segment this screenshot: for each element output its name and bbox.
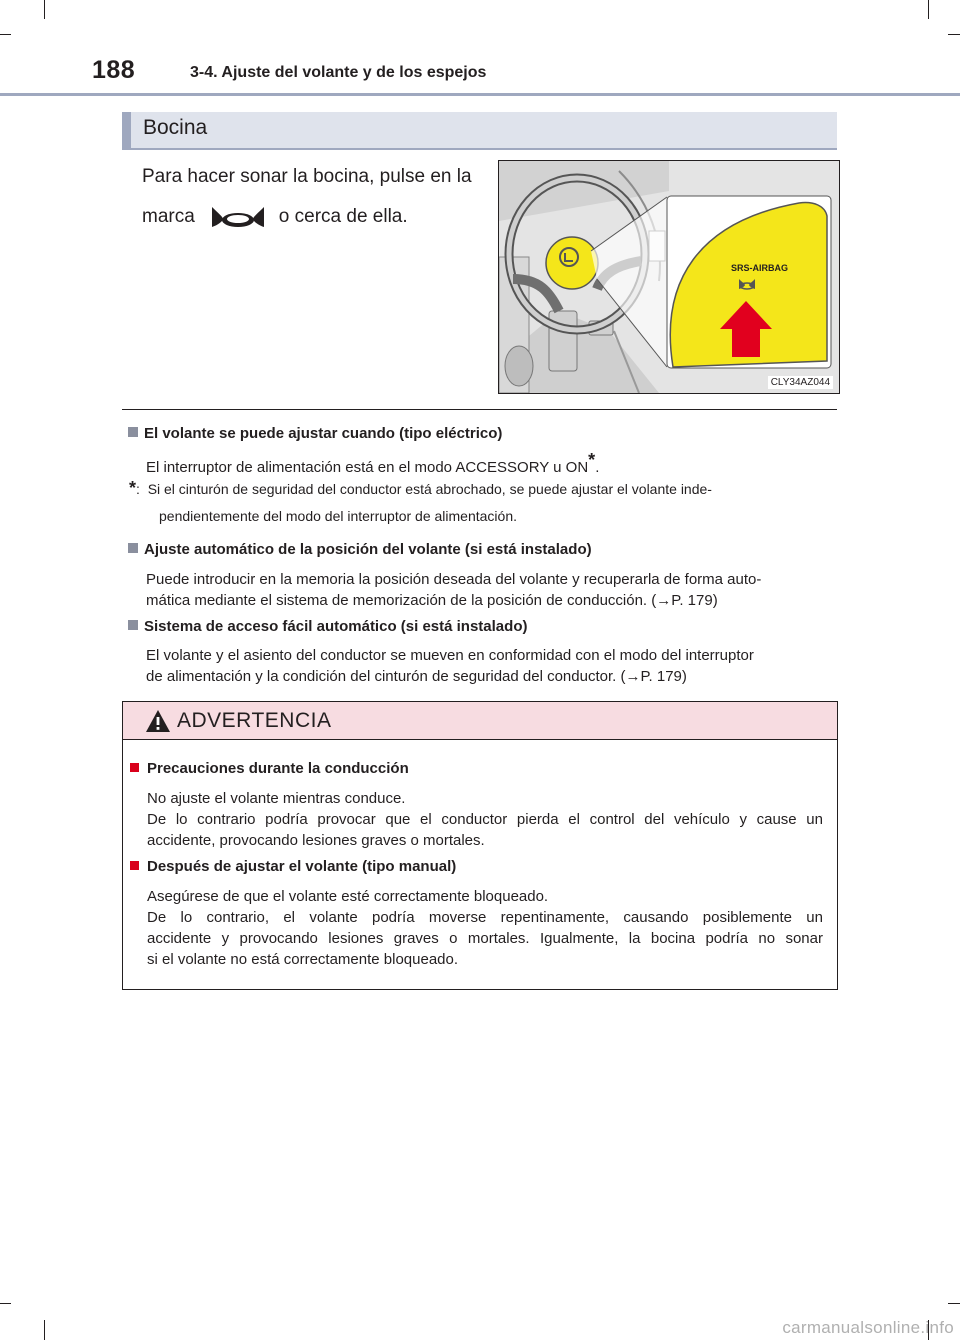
horn-instruction-start: marca bbox=[142, 206, 195, 227]
note-body-line: mática mediante el sistema de memorización de la posición de conducción. (→P. 179) bbox=[146, 592, 718, 609]
crop-mark bbox=[948, 34, 960, 35]
footnote-text: Si el cinturón de seguridad del conductor está abrochado, se puede ajustar el volante inde- bbox=[147, 481, 712, 497]
square-bullet-icon bbox=[128, 427, 138, 437]
note-heading bbox=[128, 541, 592, 558]
note-heading-text: Ajuste automático de la posición del volante (si está instalado) bbox=[144, 541, 592, 558]
crop-mark bbox=[0, 34, 11, 35]
note-body-end: . bbox=[595, 459, 600, 476]
crop-mark bbox=[44, 1320, 45, 1340]
note-body-line: de alimentación y la condición del cinturón de seguridad del conductor. (→P. 179) bbox=[146, 668, 687, 685]
square-bullet-icon bbox=[130, 763, 139, 772]
note-heading bbox=[128, 425, 502, 442]
footnote-marker: * bbox=[588, 450, 596, 470]
footnote bbox=[129, 478, 712, 500]
warning-item-heading bbox=[130, 858, 456, 875]
airbag-label: SRS-AIRBAG bbox=[731, 263, 789, 273]
warning-item-line: Asegúrese de que el volante esté correctamente bloqueado. bbox=[147, 888, 549, 905]
section-heading-bar bbox=[122, 112, 837, 150]
section-divider bbox=[122, 409, 837, 410]
note-body bbox=[146, 450, 599, 478]
warning-item-heading-text: Precauciones durante la conducción bbox=[147, 760, 409, 777]
square-bullet-icon bbox=[128, 620, 138, 630]
note-heading-text: Sistema de acceso fácil automático (si está instalado) bbox=[144, 618, 528, 635]
watermark: carmanualsonline.info bbox=[782, 1318, 954, 1337]
warning-item-line: accidente, provocando lesiones graves o mortales. bbox=[147, 832, 485, 849]
square-bullet-icon bbox=[128, 543, 138, 553]
note-heading-text: El volante se puede ajustar cuando (tipo eléctrico) bbox=[144, 425, 503, 442]
horn-instruction bbox=[142, 157, 492, 237]
warning-triangle-icon bbox=[145, 709, 171, 733]
horn-icon bbox=[209, 205, 267, 229]
warning-item-line: De lo contrario podría provocar que el conductor pierda el control del vehículo y cause un bbox=[147, 811, 823, 828]
horn-instruction-end: o cerca de ella. bbox=[278, 206, 408, 227]
illustration-code: CLY34AZ044 bbox=[768, 376, 833, 389]
header-rule bbox=[0, 93, 960, 96]
page-number: 188 bbox=[92, 56, 136, 84]
note-body-line: Puede introducir en la memoria la posición deseada del volante y recuperarla de forma auto- bbox=[146, 571, 762, 588]
steering-wheel-drawing bbox=[499, 161, 839, 393]
footnote-continuation: pendientemente del modo del interruptor de alimentación. bbox=[159, 508, 518, 524]
section-heading: Bocina bbox=[143, 116, 208, 139]
horn-instruction-line bbox=[142, 197, 492, 237]
warning-item-line: De lo contrario, el volante podría moverse repentinamente, causando posiblemente un bbox=[147, 909, 823, 926]
note-body-line: El volante y el asiento del conductor se mueven en conformidad con el modo del interruptor bbox=[146, 647, 754, 664]
crop-mark bbox=[44, 0, 45, 19]
footnote-separator: : bbox=[136, 481, 140, 497]
crop-mark bbox=[0, 1303, 11, 1304]
section-title: 3-4. Ajuste del volante y de los espejos bbox=[190, 64, 487, 81]
crop-mark bbox=[948, 1303, 960, 1304]
warning-item-line: accidente y provocando lesiones graves o mortales. Igualmente, la bocina podría no sonar bbox=[147, 930, 823, 947]
note-body-text: El interruptor de alimentación está en el modo ACCESSORY u ON bbox=[146, 459, 589, 476]
note-heading bbox=[128, 618, 527, 635]
footnote-marker: * bbox=[129, 478, 137, 498]
steering-wheel-illustration bbox=[498, 160, 840, 394]
horn-instruction-line: Para hacer sonar la bocina, pulse en la bbox=[142, 166, 472, 187]
warning-item-line: No ajuste el volante mientras conduce. bbox=[147, 790, 406, 807]
warning-title: ADVERTENCIA bbox=[177, 709, 332, 732]
section-heading-accent bbox=[122, 112, 131, 150]
warning-item-heading-text: Después de ajustar el volante (tipo manual) bbox=[147, 858, 457, 875]
square-bullet-icon bbox=[130, 861, 139, 870]
crop-mark bbox=[928, 0, 929, 19]
warning-item-line: si el volante no está correctamente bloqueado. bbox=[147, 951, 459, 968]
warning-item-heading bbox=[130, 760, 409, 777]
